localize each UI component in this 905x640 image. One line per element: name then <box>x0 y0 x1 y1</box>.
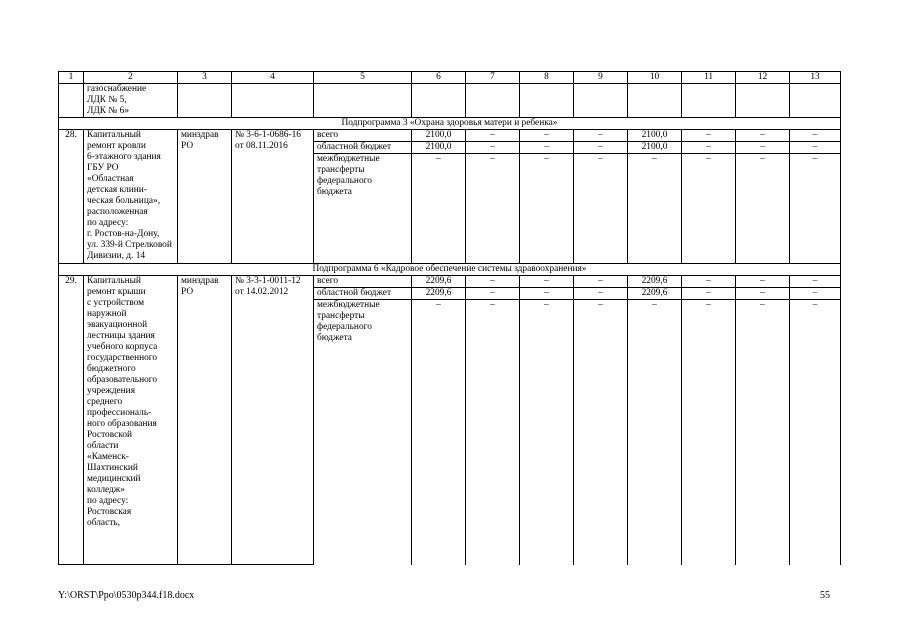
subprogram-row <box>59 118 841 130</box>
value-cell: – <box>628 154 682 264</box>
subprogram-title: Подпрограмма 3 «Охрана здоровья матери и ребенка» <box>59 118 841 130</box>
object-name: Капитальный ремонт кровли 6-этажного здания ГБУ РО «Областная детская клини- ческая больница», расположенная по адресу: г. Ростов-на-Дону, ул. 339-й Стрелковой Дивизии, д. 14 <box>84 130 178 264</box>
value-cell: 2100,0 <box>412 142 466 154</box>
col-number: 10 <box>628 72 682 84</box>
value-cell: – <box>574 130 628 142</box>
col-number: 3 <box>178 72 232 84</box>
document-number: № 3-3-1-0011-12 от 14.02.2012 <box>232 276 314 565</box>
col-number: 1 <box>59 72 84 84</box>
value-cell: – <box>466 154 520 264</box>
subprogram-row <box>59 264 841 276</box>
table-row <box>59 276 841 288</box>
value-cell: – <box>466 300 520 565</box>
col-number: 4 <box>232 72 314 84</box>
value-cell: – <box>574 300 628 565</box>
value-cell: 2209,6 <box>412 276 466 288</box>
value-cell: 2209,6 <box>628 276 682 288</box>
value-cell: – <box>520 130 574 142</box>
col-number: 13 <box>790 72 841 84</box>
value-cell: – <box>466 130 520 142</box>
value-cell: – <box>412 300 466 565</box>
value-cell: – <box>790 288 841 300</box>
column-number-row <box>59 72 841 84</box>
funding-source: межбюджетные трансферты федерального бюджета <box>314 154 412 264</box>
col-number: 12 <box>736 72 790 84</box>
document-number: № 3-6-1-0686-16 от 08.11.2016 <box>232 130 314 264</box>
col-number: 9 <box>574 72 628 84</box>
value-cell: – <box>520 154 574 264</box>
object-name: газоснабжение ЛДК № 5, ЛДК № 6» <box>84 84 178 118</box>
value-cell: – <box>790 142 841 154</box>
value-cell: – <box>574 288 628 300</box>
col-number: 11 <box>682 72 736 84</box>
organization: минздрав РО <box>178 276 232 565</box>
value-cell: – <box>790 154 841 264</box>
page-number: 55 <box>820 590 830 601</box>
funding-source: всего <box>314 276 412 288</box>
funding-source: всего <box>314 130 412 142</box>
table-row <box>59 130 841 142</box>
funding-source: областной бюджет <box>314 288 412 300</box>
value-cell: – <box>736 142 790 154</box>
value-cell: 2100,0 <box>628 130 682 142</box>
col-number: 6 <box>412 72 466 84</box>
value-cell: – <box>520 142 574 154</box>
col-number: 2 <box>84 72 178 84</box>
row-number: 28. <box>59 130 84 264</box>
row-number: 29. <box>59 276 84 565</box>
organization: минздрав РО <box>178 130 232 264</box>
funding-source: межбюджетные трансферты федерального бюджета <box>314 300 412 565</box>
funding-source: областной бюджет <box>314 142 412 154</box>
value-cell: – <box>574 142 628 154</box>
value-cell: – <box>412 154 466 264</box>
value-cell: – <box>574 276 628 288</box>
value-cell: – <box>682 288 736 300</box>
continued-row <box>59 84 841 118</box>
value-cell: – <box>790 130 841 142</box>
col-number: 5 <box>314 72 412 84</box>
value-cell: 2209,6 <box>628 288 682 300</box>
value-cell: – <box>790 300 841 565</box>
value-cell: – <box>736 276 790 288</box>
value-cell: 2100,0 <box>412 130 466 142</box>
col-number: 7 <box>466 72 520 84</box>
value-cell: – <box>520 300 574 565</box>
value-cell: – <box>520 276 574 288</box>
value-cell: – <box>682 276 736 288</box>
value-cell: – <box>628 300 682 565</box>
subprogram-title: Подпрограмма 6 «Кадровое обеспечение системы здравоохранения» <box>59 264 841 276</box>
program-table <box>58 71 841 565</box>
value-cell: – <box>466 142 520 154</box>
value-cell: – <box>466 276 520 288</box>
value-cell: – <box>736 154 790 264</box>
value-cell: – <box>682 130 736 142</box>
value-cell: – <box>682 154 736 264</box>
value-cell: – <box>736 288 790 300</box>
value-cell: – <box>574 154 628 264</box>
value-cell: – <box>682 142 736 154</box>
value-cell: – <box>466 288 520 300</box>
value-cell: – <box>520 288 574 300</box>
value-cell: – <box>682 300 736 565</box>
document-file-path: Y:\ORST\Ppo\0530p344.f18.docx <box>58 590 195 601</box>
object-name: Капитальный ремонт крыши с устройством наружной эвакуационной лестницы здания учебного корпуса государственного бюджетного образовательного учреждения среднего профессиональ- ного образования Ростовской области «Каменск- Шахтинский медицинский колледж» по адресу: Ростовская область, <box>84 276 178 565</box>
value-cell: 2100,0 <box>628 142 682 154</box>
value-cell: 2209,6 <box>412 288 466 300</box>
value-cell: – <box>736 300 790 565</box>
value-cell: – <box>790 276 841 288</box>
col-number: 8 <box>520 72 574 84</box>
value-cell: – <box>736 130 790 142</box>
